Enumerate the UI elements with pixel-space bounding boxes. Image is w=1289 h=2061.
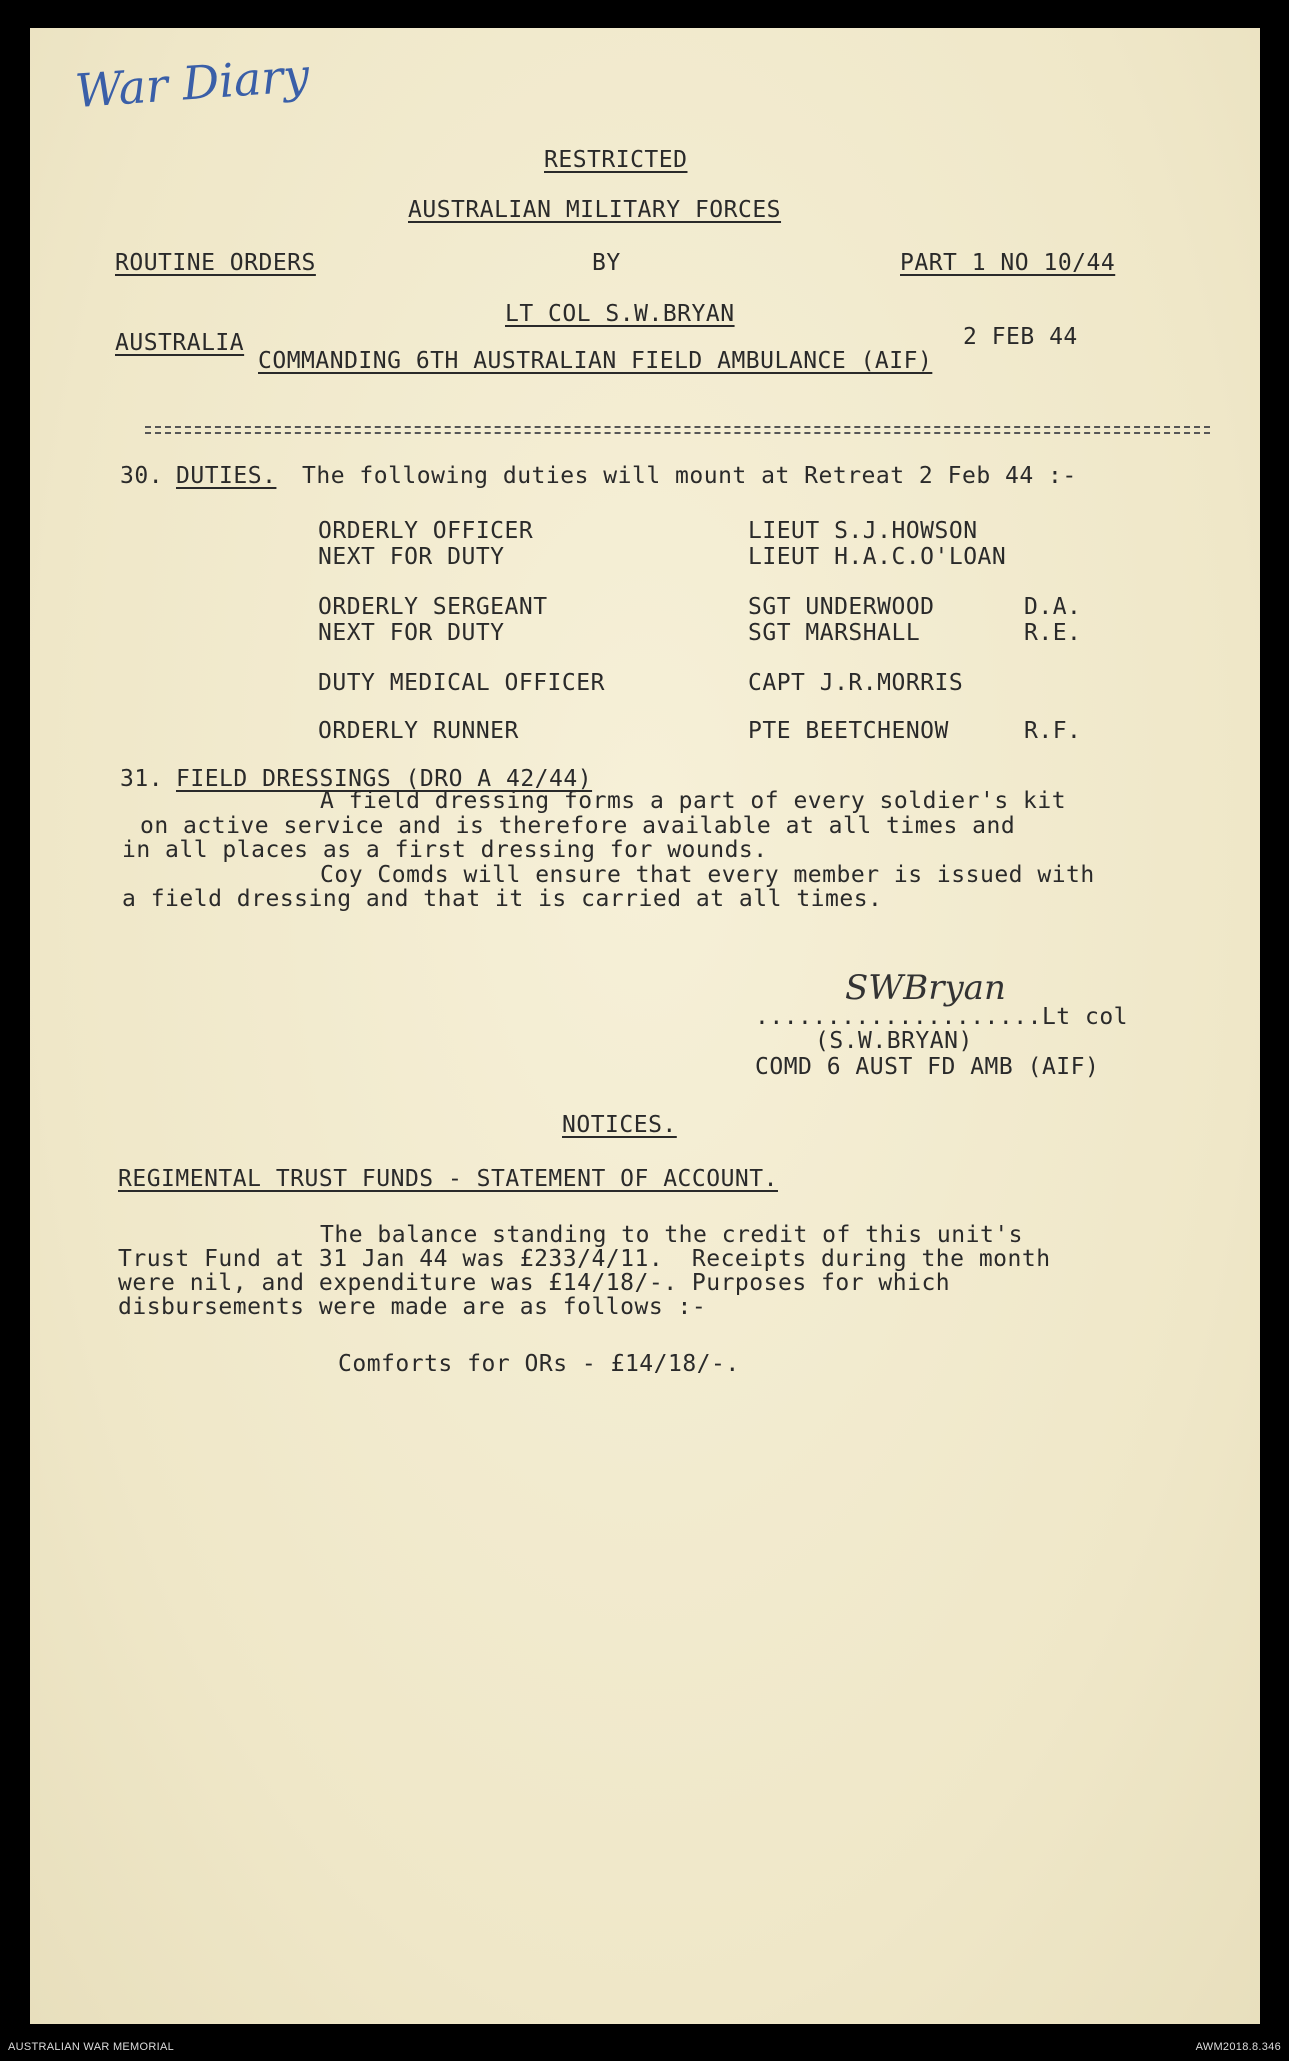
part-number: PART 1 NO 10/44 <box>900 250 1116 276</box>
duty-name: LIEUT H.A.C.O'LOAN <box>748 544 1007 570</box>
duty-role: NEXT FOR DUTY <box>318 544 505 570</box>
signature-dots-rank: ....................Lt col <box>755 1004 1129 1030</box>
handwritten-annotation: War Diary <box>73 47 311 119</box>
notices-line: Trust Fund at 31 Jan 44 was £233/4/11. Receipts during the month <box>118 1246 1051 1272</box>
item-31-line: on active service and is therefore available at all times and <box>140 813 1016 839</box>
restricted-heading: RESTRICTED <box>544 147 688 173</box>
document-date: 2 FEB 44 <box>963 324 1078 350</box>
item-31-title: FIELD DRESSINGS (DRO A 42/44) <box>176 766 593 792</box>
duty-name: SGT MARSHALL <box>748 620 921 646</box>
notices-line: were nil, and expenditure was £14/18/-. Purposes for which <box>118 1270 951 1296</box>
comforts-line: Comforts for ORs - £14/18/-. <box>338 1351 740 1377</box>
by-label: BY <box>592 250 621 276</box>
footer-credit: AUSTRALIAN WAR MEMORIAL <box>8 2041 175 2053</box>
notices-line: disbursements were made are as follows :- <box>118 1294 707 1320</box>
document-page <box>30 28 1260 2024</box>
duty-initials: D.A. <box>1024 594 1082 620</box>
duty-name: LIEUT S.J.HOWSON <box>748 518 978 544</box>
duty-name: PTE BEETCHENOW <box>748 718 949 744</box>
item-31-number: 31. <box>120 766 164 792</box>
duty-role: ORDERLY OFFICER <box>318 518 534 544</box>
commander-name: LT COL S.W.BRYAN <box>505 301 735 327</box>
duty-role: ORDERLY RUNNER <box>318 718 519 744</box>
signature: SWBryan <box>845 968 1006 1008</box>
item-30-title: DUTIES. <box>176 463 277 489</box>
divider-line <box>145 426 1210 428</box>
signatory-command: COMD 6 AUST FD AMB (AIF) <box>755 1054 1100 1080</box>
notices-line: The balance standing to the credit of this unit's <box>320 1222 1024 1248</box>
duty-role: ORDERLY SERGEANT <box>318 594 548 620</box>
duty-initials: R.F. <box>1024 718 1082 744</box>
item-30-number: 30. <box>120 463 164 489</box>
notices-heading: NOTICES. <box>562 1112 677 1138</box>
routine-orders-label: ROUTINE ORDERS <box>115 250 316 276</box>
forces-heading: AUSTRALIAN MILITARY FORCES <box>408 197 782 223</box>
notices-subtitle: REGIMENTAL TRUST FUNDS - STATEMENT OF ACCOUNT. <box>118 1166 778 1192</box>
footer-accession: AWM2018.8.346 <box>1195 2041 1281 2053</box>
duty-name: SGT UNDERWOOD <box>748 594 935 620</box>
duty-name: CAPT J.R.MORRIS <box>748 670 964 696</box>
duty-initials: R.E. <box>1024 620 1082 646</box>
item-31-line: a field dressing and that it is carried at all times. <box>122 886 883 912</box>
item-31-line: Coy Comds will ensure that every member is issued with <box>320 862 1095 888</box>
duty-role: DUTY MEDICAL OFFICER <box>318 670 605 696</box>
item-31-line: in all places as a first dressing for wounds. <box>122 837 768 863</box>
location: AUSTRALIA <box>115 330 245 356</box>
duty-role: NEXT FOR DUTY <box>318 620 505 646</box>
unit-name: COMMANDING 6TH AUSTRALIAN FIELD AMBULANCE (AIF) <box>258 348 933 374</box>
divider-line <box>145 432 1210 434</box>
signatory-name: (S.W.BRYAN) <box>815 1028 973 1054</box>
item-30-text: The following duties will mount at Retreat 2 Feb 44 :- <box>302 463 1077 489</box>
item-31-line: A field dressing forms a part of every soldier's kit <box>320 788 1067 814</box>
